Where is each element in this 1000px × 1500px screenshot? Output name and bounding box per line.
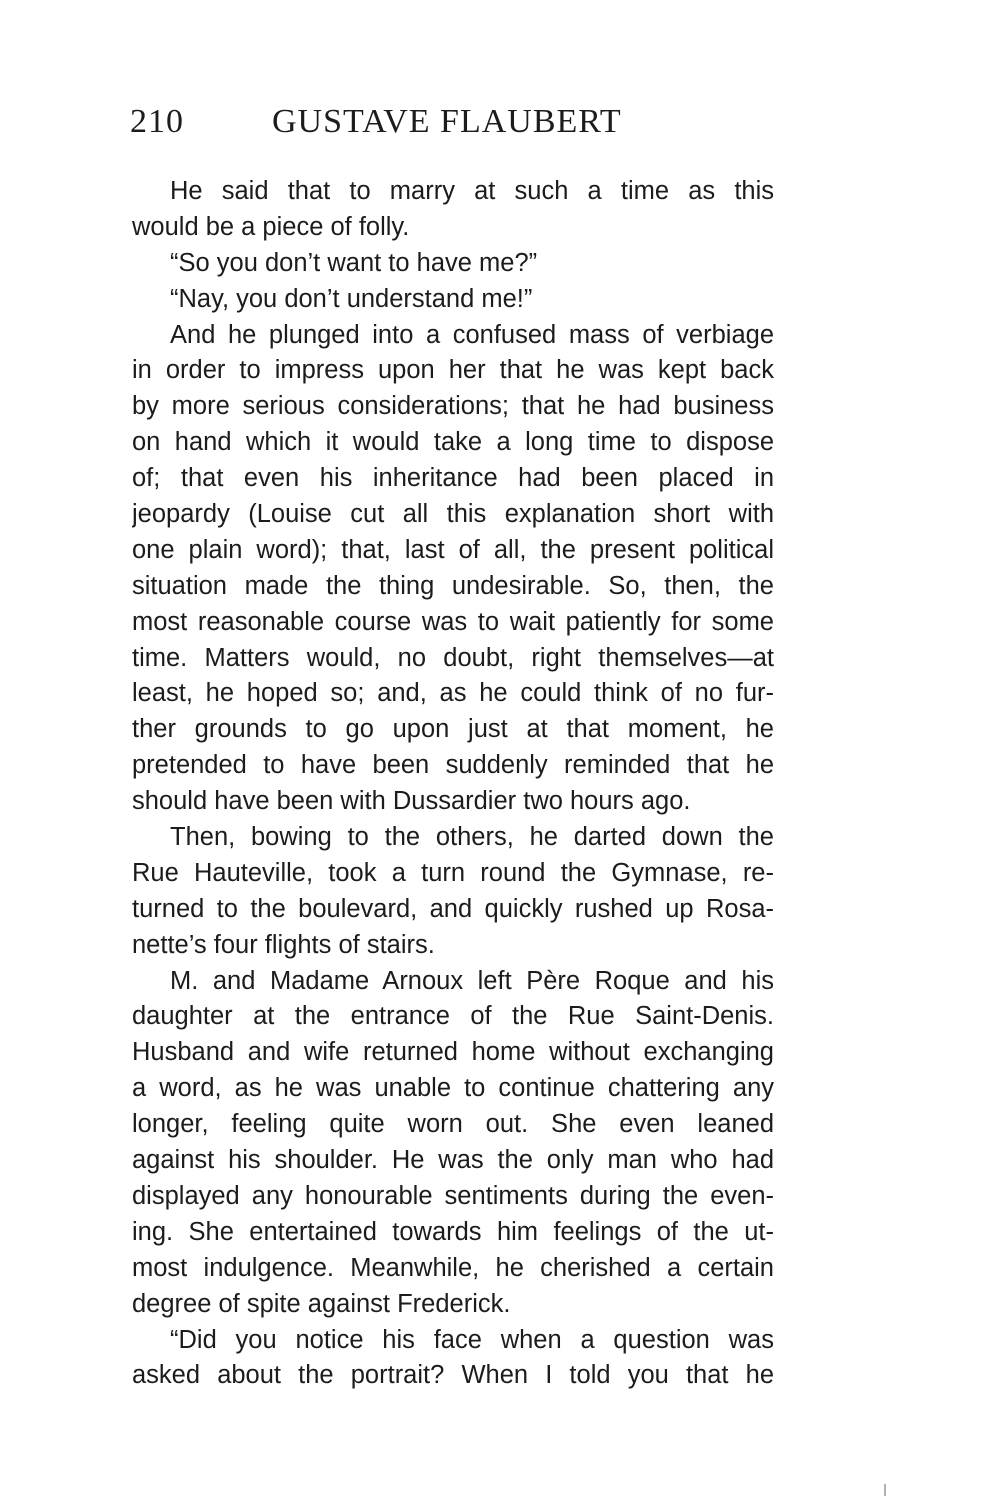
- text-line: ing. She entertained towards him feelings of the ut-: [132, 1217, 774, 1246]
- text-line: ther grounds to go upon just at that moment, he: [132, 715, 774, 744]
- text-line: asked about the portrait? When I told you that he: [132, 1361, 774, 1390]
- text-line: by more serious considerations; that he had business: [132, 392, 774, 421]
- text-line: on hand which it would take a long time to dispose: [132, 428, 774, 457]
- text-line: against his shoulder. He was the only man who had: [132, 1146, 774, 1175]
- text-line: nette’s four flights of stairs.: [132, 930, 435, 959]
- text-line: “Nay, you don’t understand me!”: [170, 284, 533, 313]
- text-line: least, he hoped so; and, as he could think of no fur-: [132, 679, 774, 708]
- text-line: longer, feeling quite worn out. She even leaned: [132, 1110, 774, 1139]
- running-head: [130, 100, 790, 144]
- text-line: Then, bowing to the others, he darted down the: [170, 823, 774, 852]
- text-line: of; that even his inheritance had been placed in: [132, 464, 774, 493]
- text-line: situation made the thing undesirable. So, then, the: [132, 571, 774, 600]
- scan-mark: [884, 1484, 886, 1496]
- text-line: would be a piece of folly.: [132, 212, 410, 241]
- text-line: time. Matters would, no doubt, right themselves—at: [132, 643, 774, 672]
- text-line: most indulgence. Meanwhile, he cherished a certain: [132, 1253, 774, 1282]
- text-line: most reasonable course was to wait patiently for some: [132, 607, 774, 636]
- text-line: one plain word); that, last of all, the present political: [132, 535, 774, 564]
- text-line: Husband and wife returned home without exchanging: [132, 1038, 774, 1067]
- text-line: a word, as he was unable to continue chattering any: [132, 1074, 774, 1103]
- text-line: degree of spite against Frederick.: [132, 1289, 511, 1318]
- page-number: 210: [130, 103, 184, 140]
- text-line: displayed any honourable sentiments during the even-: [132, 1181, 774, 1210]
- text-line: should have been with Dussardier two hours ago.: [132, 787, 691, 816]
- text-line: jeopardy (Louise cut all this explanation short with: [132, 500, 774, 529]
- text-line: He said that to marry at such a time as this: [170, 177, 774, 205]
- text-line: And he plunged into a confused mass of verbiage: [170, 320, 774, 349]
- body-text: [132, 174, 774, 1394]
- text-line: in order to impress upon her that he was kept back: [132, 356, 774, 385]
- running-title: GUSTAVE FLAUBERT: [272, 103, 622, 140]
- text-line: turned to the boulevard, and quickly rushed up Rosa-: [132, 894, 774, 923]
- text-line: “Did you notice his face when a question was: [170, 1325, 774, 1354]
- text-line: M. and Madame Arnoux left Père Roque and his: [170, 966, 774, 995]
- text-line: daughter at the entrance of the Rue Saint-Denis.: [132, 1002, 774, 1031]
- text-line: pretended to have been suddenly reminded that he: [132, 751, 774, 780]
- text-line: Rue Hauteville, took a turn round the Gymnase, re-: [132, 858, 774, 887]
- text-line: “So you don’t want to have me?”: [170, 248, 538, 277]
